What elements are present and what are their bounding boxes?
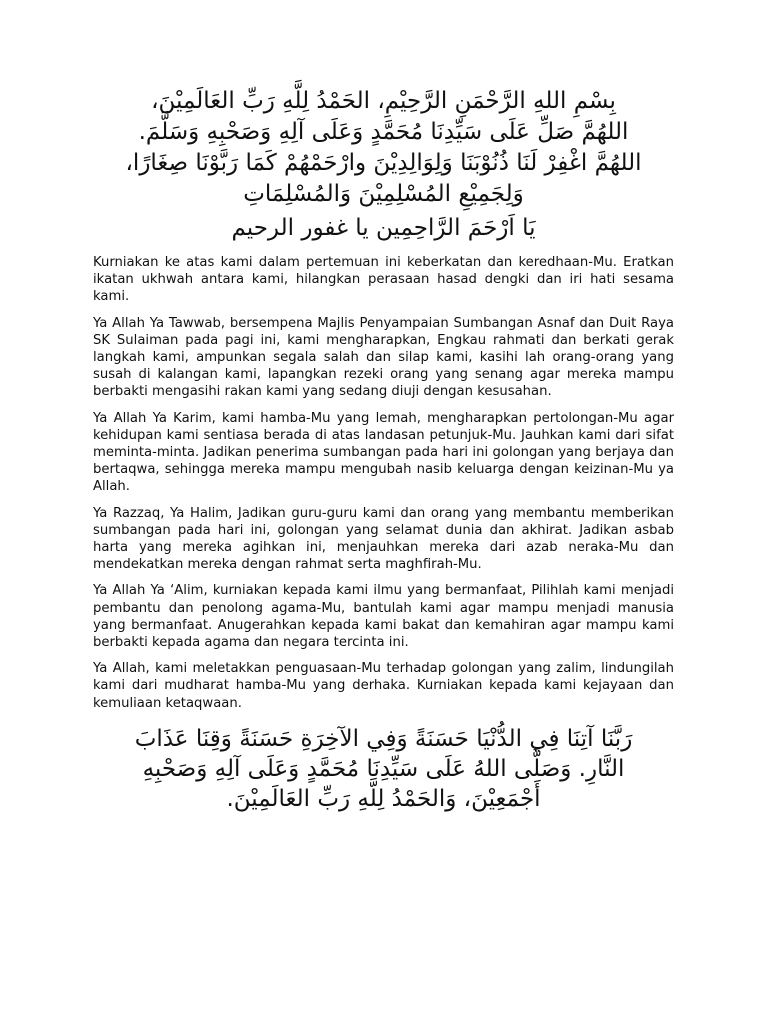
paragraph-5: Ya Allah Ya ‘Alim, kurniakan kepada kami ilmu yang bermanfaat, Pilihlah kami menjadi pembantu dan penolong agama-Mu, bantulah kami agar mampu menjadi manusia yang bermanfaat. Anugerahkan kepada kami bakat dan kemahiran agar mampu kami berbakti kepada agama dan negara tercinta ini. bbox=[93, 583, 674, 651]
opening-line-1: بِسْمِ اللهِ الرَّحْمَنِ الرَّحِيْمِ، الحَمْدُ لِلَّهِ رَبِّ العَالَمِيْنَ، bbox=[151, 88, 616, 114]
paragraph-3: Ya Allah Ya Karim, kami hamba-Mu yang lemah, mengharapkan pertolongan-Mu agar kehidupan kami sentiasa berada di atas landasan petunjuk-Mu. Jauhkan kami dari sifat meminta-minta. Jadikan penerima sumbangan pada hari ini golongan yang berjaya dan bertaqwa, sehingga mereka mampu mengubah nasib keluarga dengan keizinan-Mu ya Allah. bbox=[93, 410, 674, 495]
closing-line-3: أَجْمَعِيْنَ، وَالحَمْدُ لِلَّهِ رَبِّ العَالَمِيْنَ. bbox=[226, 785, 541, 812]
closing-line-1: رَبَّنَا آتِنَا فِي الدُّنْيَا حَسَنَةً وَفِي الآخِرَةِ حَسَنَةً وَقِنَا عَذَابَ bbox=[134, 725, 633, 752]
opening-line-4: وَلِجَمِيْعِ المُسْلِمِيْنَ وَالمُسْلِمَاتِ bbox=[243, 181, 524, 207]
opening-line-2: اللهُمَّ صَلِّ عَلَى سَيِّدِنَا مُحَمَّدٍ وَعَلَى آلِهِ وَصَحْبِهِ وَسَلَّمَ. bbox=[138, 119, 629, 145]
paragraph-2: Ya Allah Ya Tawwab, bersempena Majlis Penyampaian Sumbangan Asnaf dan Duit Raya SK Sulaiman pada pagi ini, kami mengharapkan, Engkau rahmati dan berkati gerak langkah kami, ampunkan segala salah dan silap kami, kasihi lah orang-orang yang susah di kalangan kami, lapangkan rezeki orang yang senang agar mereka mampu berbakti mengasihi rakan kami yang sedang diuji dengan kesusahan. bbox=[93, 315, 674, 400]
opening-line-3: اللهُمَّ اغْفِرْ لَنَا ذُنُوْبَنَا وَلِوَالِدِيْنَ وارْحَمْهُمْ كَمَا رَبَّوْنَا صِغَارًا، bbox=[125, 150, 642, 176]
paragraph-6: Ya Allah, kami meletakkan penguasaan-Mu terhadap golongan yang zalim, lindungilah kami dari mudharat hamba-Mu yang derhaka. Kurniakan kepada kami kejayaan dan kemuliaan ketaqwaan. bbox=[93, 661, 674, 711]
opening-prayer bbox=[93, 86, 674, 244]
paragraph-4: Ya Razzaq, Ya Halim, Jadikan guru-guru kami dan orang yang membantu memberikan sumbangan pada hari ini, golongan yang selamat dunia dan akhirat. Jadikan asbab harta yang mereka agihkan ini, menjauhkan mereka dari azab neraka-Mu dan mendekatkan mereka dengan rahmat serta maghfirah-Mu. bbox=[93, 505, 674, 573]
closing-line-2: النَّارِ. وَصَلَّى اللهُ عَلَى سَيِّدِنَا مُحَمَّدٍ وَعَلَى آلِهِ وَصَحْبِهِ bbox=[142, 755, 625, 782]
closing-prayer bbox=[93, 724, 674, 814]
doa-body bbox=[93, 254, 674, 712]
paragraph-1: Kurniakan ke atas kami dalam pertemuan ini keberkatan dan keredhaan-Mu. Eratkan ikatan ukhwah antara kami, hilangkan perasaan hasad dengki dan iri hati sesama kami. bbox=[93, 255, 674, 305]
opening-line-5: يَا اَرْحَمَ الرَّاحِمِين يا غفور الرحيم bbox=[231, 215, 536, 241]
